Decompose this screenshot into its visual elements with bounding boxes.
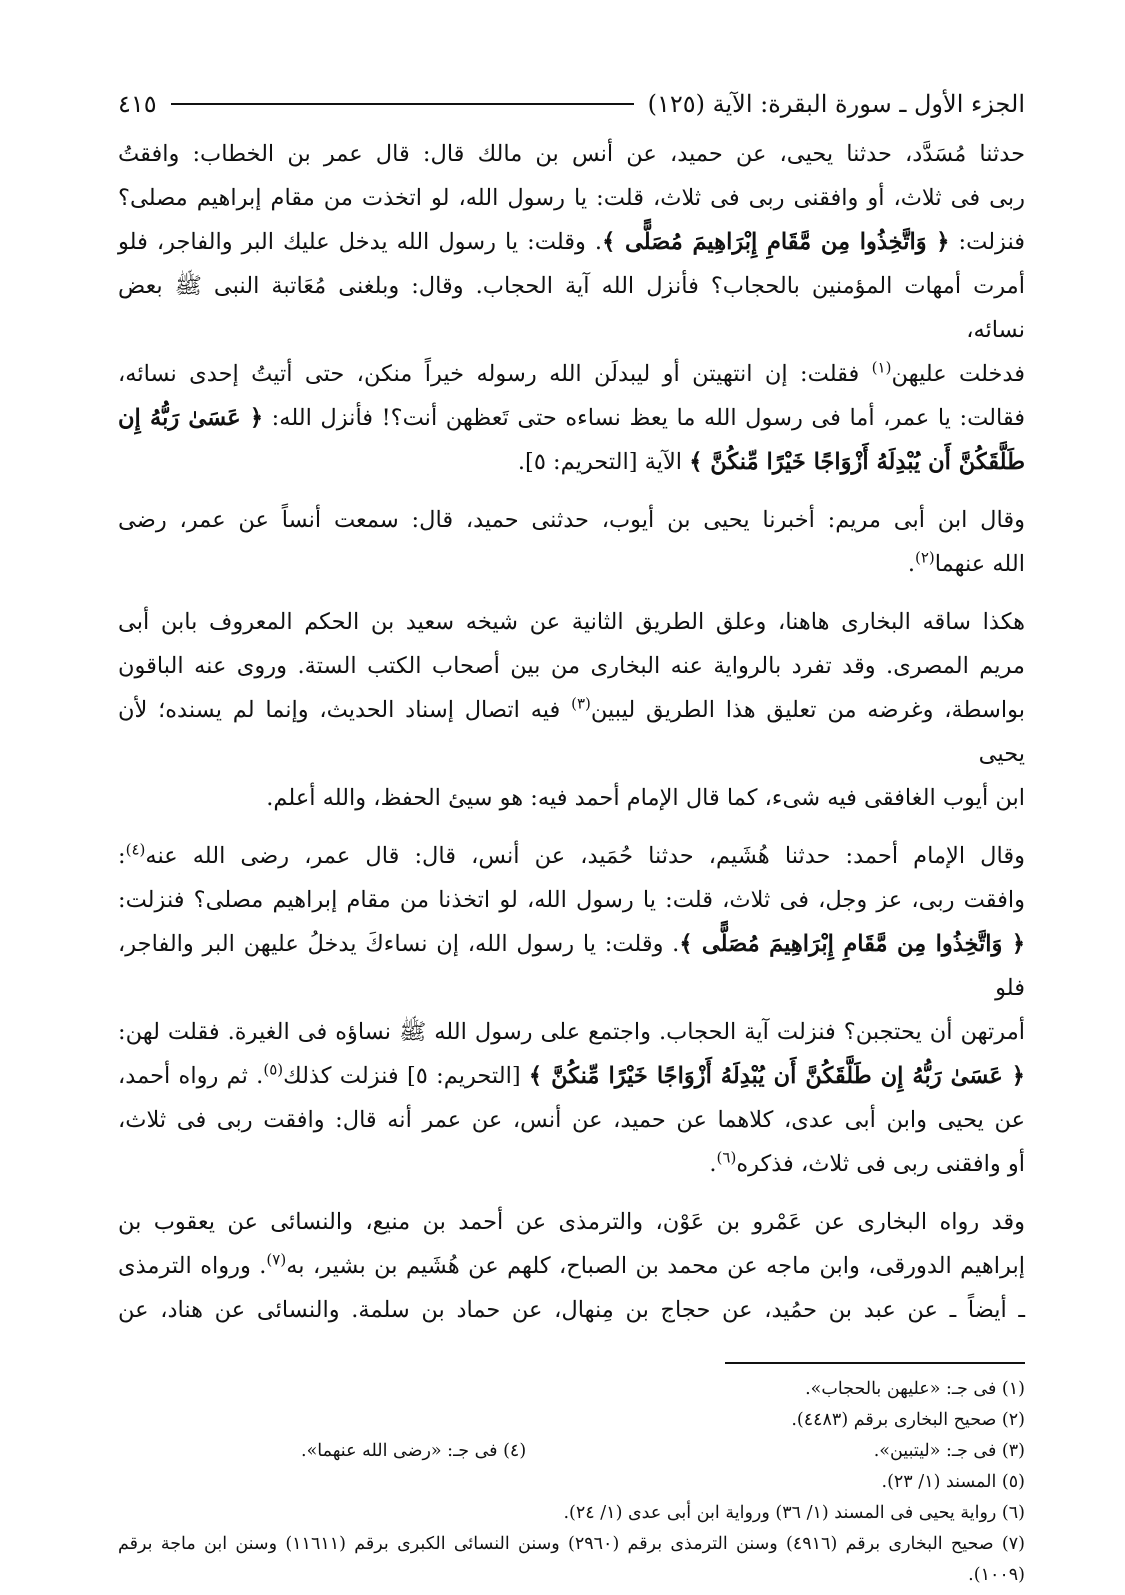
- footnote-row: [118, 1436, 1025, 1467]
- text-line: [118, 440, 1025, 484]
- footnote-6: (٦) رواية يحيى فى المسند (١/ ٣٦) ورواية ابن أبى عدى (١/ ٢٤).: [563, 1503, 1025, 1523]
- text-line: [118, 352, 1025, 396]
- footnote-ref: (١): [871, 358, 892, 377]
- text-run: أو وافقنى ربى فى ثلاث، فذكره: [736, 1151, 1025, 1177]
- text-line: [118, 220, 1025, 264]
- text-line: ابن أيوب الغافقى فيه شىء، كما قال الإمام أحمد فيه: هو سيئ الحفظ، والله أعلم.: [266, 785, 1025, 811]
- text-line: [118, 1244, 1025, 1288]
- text-run: . وقلت: يا رسول الله، إن نساءكَ يدخلُ عليهن البر والفاجر، فلو: [118, 931, 1025, 1001]
- paragraph-3: [118, 600, 1025, 820]
- text-run: وقال الإمام أحمد: حدثنا هُشَيم، حدثنا حُمَيد، عن أنس، قال: قال عمر، رضى الله عنه: [145, 843, 1025, 869]
- text-line: [118, 1142, 1025, 1186]
- page-number: ٤١٥: [118, 90, 157, 118]
- footnote-7-cont: (١٠٠٩).: [968, 1565, 1025, 1585]
- footnote-4: (٤) فى جـ: «رضى الله عنهما».: [301, 1441, 527, 1461]
- text-run: فقالت: يا عمر، أما فى رسول الله ما يعظ نساءه حتى تَعظهن أنت؟! فأنزل الله:: [271, 405, 1026, 431]
- text-run: إبراهيم الدورقى، وابن ماجه عن محمد بن الصباح، كلهم عن هُشَيم بن بشير، به: [286, 1253, 1025, 1279]
- text-line: أمرتهن أن يحتجبن؟ فنزلت آية الحجاب. واجتمع على رسول الله ﷺ نساؤه فى الغيرة. فقلت لهن:: [118, 1019, 1025, 1045]
- text-line: حدثنا مُسَدَّد، حدثنا يحيى، عن حميد، عن أنس بن مالك قال: قال عمر بن الخطاب: وافقتُ: [118, 141, 1025, 167]
- text-line: وقد رواه البخارى عن عَمْرو بن عَوْن، والترمذى عن أحمد بن منيع، والنسائى عن يعقوب بن: [118, 1209, 1025, 1235]
- text-run: فنزلت:: [958, 229, 1026, 255]
- footnote-ref: (٧): [266, 1250, 287, 1269]
- text-line: [118, 542, 1025, 586]
- text-line: عن يحيى وابن أبى عدى، كلاهما عن حميد، عن أنس، عن عمر أنه قال: وافقت ربى فى ثلاث،: [118, 1107, 1025, 1133]
- footnote-separator: [725, 1362, 1025, 1364]
- text-line: ـ أيضاً ـ عن عبد بن حمُيد، عن حجاج بن مِنهال، عن حماد بن سلمة. والنسائى عن هناد، عن: [118, 1297, 1025, 1323]
- footnote-7: (٧) صحيح البخارى برقم (٤٩١٦) وسنن الترمذى برقم (٢٩٦٠) وسنن النسائى الكبرى برقم (١١٦١١) وسنن ابن ماجة برقم: [118, 1534, 1025, 1554]
- text-line: أمرت أمهات المؤمنين بالحجاب؟ فأنزل الله آية الحجاب. وقال: وبلغنى مُعَاتبة النبى ﷺ بعض نسائه،: [118, 273, 1025, 343]
- text-line: [118, 834, 1025, 878]
- text-run: . ورواه الترمذى: [118, 1253, 267, 1279]
- text-line: هكذا ساقه البخارى هاهنا، وعلق الطريق الثانية عن شيخه سعيد بن الحكم المعروف بابن أبى: [118, 609, 1025, 635]
- footnote-3: (٣) فى جـ: «ليتبين».: [873, 1441, 1025, 1461]
- footnotes: [118, 1374, 1025, 1591]
- text-run: فيه اتصال إسناد الحديث، وإنما لم يسنده؛ لأن يحيى: [118, 697, 1025, 767]
- text-line: وافقت ربى، عز وجل، فى ثلاث، قلت: يا رسول الله، لو اتخذنا من مقام إبراهيم مصلى؟ فنزلت:: [118, 887, 1025, 913]
- text-run: [التحريم: ٥] فنزلت كذلك: [283, 1063, 529, 1089]
- quran-verse: ﴿ عَسَىٰ رَبُّهُ إِن طَلَّقَكُنَّ أَن يُبْدِلَهُ أَزْوَاجًا خَيْرًا مِّنكُنَّ ﴾: [528, 1063, 1025, 1089]
- text-run: .: [907, 551, 915, 577]
- text-run: .: [709, 1151, 717, 1177]
- text-run: :: [118, 843, 126, 869]
- footnote-ref: (٢): [914, 548, 935, 567]
- text-run: فدخلت عليهن: [891, 361, 1026, 387]
- header-rule: [171, 103, 634, 105]
- footnote-ref: (٣): [571, 694, 591, 713]
- text-run: . ثم رواه أحمد،: [118, 1063, 264, 1089]
- text-line: ربى فى ثلاث، أو وافقنى ربى فى ثلاث، قلت: يا رسول الله، لو اتخذت من مقام إبراهيم مصلى؟: [118, 185, 1025, 211]
- quran-verse: طَلَّقَكُنَّ أَن يُبْدِلَهُ أَزْوَاجًا خَيْرًا مِّنكُنَّ ﴾: [689, 449, 1025, 475]
- text-run: الآية [التحريم: ٥].: [517, 449, 690, 475]
- paragraph-2: [118, 498, 1025, 586]
- text-run: فقلت: إن انتهيتن أو ليبدلَن الله رسوله خيراً منكن، حتى أتيتُ إحدى نسائه،: [118, 361, 872, 387]
- quran-verse: ﴿ وَاتَّخِذُوا مِن مَّقَامِ إِبْرَاهِيمَ مُصَلًّى ﴾: [679, 931, 1026, 957]
- quran-verse: ﴿ وَاتَّخِذُوا مِن مَّقَامِ إِبْرَاهِيمَ مُصَلًّى ﴾: [602, 229, 950, 255]
- text-line: [118, 688, 1025, 776]
- footnote-5: (٥) المسند (١/ ٢٣).: [881, 1472, 1025, 1492]
- footnote-1: (١) فى جـ: «عليهن بالحجاب».: [805, 1379, 1025, 1399]
- paragraph-5: [118, 1200, 1025, 1332]
- text-run: الله عنهما: [934, 551, 1025, 577]
- text-line: وقال ابن أبى مريم: أخبرنا يحيى بن أيوب، حدثنى حميد، قال: سمعت أنساً عن عمر، رضى: [118, 507, 1025, 533]
- paragraph-4: [118, 834, 1025, 1186]
- footnote-ref: (٦): [716, 1148, 737, 1167]
- paragraph-1: [118, 132, 1025, 484]
- text-run: . وقلت: يا رسول الله يدخل عليك البر والفاجر، فلو: [118, 229, 603, 255]
- book-page: [118, 82, 1025, 1595]
- text-line: [118, 1054, 1025, 1098]
- text-line: مريم المصرى. وقد تفرد بالرواية عنه البخارى من بين أصحاب الكتب الستة. وروى عنه الباقون: [118, 653, 1025, 679]
- footnote-ref: (٥): [263, 1060, 284, 1079]
- quran-verse: ﴿ عَسَىٰ رَبُّهُ إِن: [118, 405, 264, 431]
- footnote-ref: (٤): [125, 840, 146, 859]
- text-line: [118, 396, 1025, 440]
- text-run: بواسطة، وغرضه من تعليق هذا الطريق ليبين: [590, 697, 1026, 723]
- text-line: [118, 922, 1025, 1010]
- running-header: [118, 82, 1025, 126]
- header-title: الجزء الأول ـ سورة البقرة: الآية (١٢٥): [647, 90, 1025, 118]
- footnote-2: (٢) صحيح البخارى برقم (٤٤٨٣).: [791, 1410, 1025, 1430]
